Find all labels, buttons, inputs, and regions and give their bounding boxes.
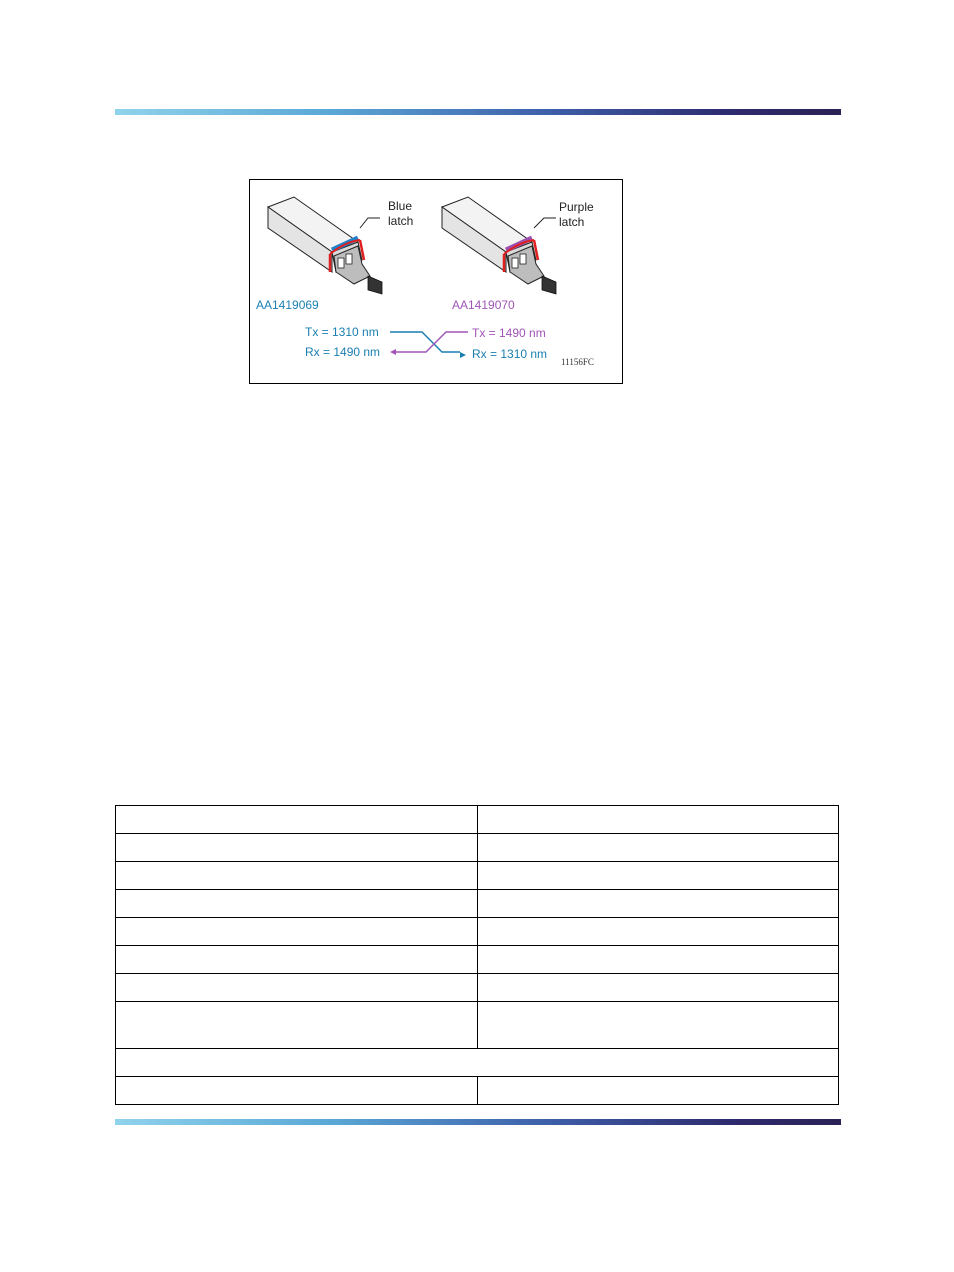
table-row — [116, 946, 839, 974]
header-rule — [115, 109, 841, 115]
table-section-row — [116, 1049, 839, 1077]
table-row — [116, 862, 839, 890]
right-sfp-module — [442, 197, 556, 294]
table-cell — [116, 806, 478, 834]
left-rx-label: Rx = 1490 nm — [305, 345, 381, 359]
table-row — [116, 974, 839, 1002]
table-cell — [478, 890, 839, 918]
table-row — [116, 890, 839, 918]
table-cell — [116, 974, 478, 1002]
table-cell — [478, 974, 839, 1002]
table-cell — [116, 1002, 478, 1049]
purple-latch-label-2: latch — [559, 215, 585, 229]
table-cell — [478, 806, 839, 834]
table-cell — [478, 946, 839, 974]
table-cell — [116, 890, 478, 918]
table-row — [116, 1077, 839, 1105]
sfp-figure — [249, 179, 623, 384]
table-cell — [116, 946, 478, 974]
tx-1490-arrowhead — [390, 349, 396, 355]
footer-rule — [115, 1119, 841, 1125]
table-row — [116, 806, 839, 834]
table-row — [116, 918, 839, 946]
figure-id: 11156FC — [561, 357, 594, 367]
table-cell — [478, 1077, 839, 1105]
blue-latch-label-2: latch — [388, 214, 414, 228]
table-cell — [478, 1002, 839, 1049]
table-cell — [116, 918, 478, 946]
table-section-cell — [116, 1049, 839, 1077]
left-tx-label: Tx = 1310 nm — [305, 325, 379, 339]
right-rx-label: Rx = 1310 nm — [472, 347, 548, 361]
spec-table — [115, 805, 839, 1105]
table-cell — [116, 834, 478, 862]
purple-latch-label-1: Purple — [559, 200, 594, 214]
right-part-number: AA1419070 — [452, 298, 515, 312]
table-row — [116, 834, 839, 862]
left-part-number: AA1419069 — [256, 298, 319, 312]
table-cell — [478, 862, 839, 890]
table-row — [116, 1002, 839, 1049]
table-cell — [116, 1077, 478, 1105]
table-cell — [116, 862, 478, 890]
table-cell — [478, 918, 839, 946]
blue-latch-label-1: Blue — [388, 199, 413, 213]
tx-1310-path — [390, 332, 460, 352]
tx-1310-arrowhead — [460, 352, 466, 358]
sfp-illustration — [250, 180, 622, 383]
table-cell — [478, 834, 839, 862]
left-sfp-module — [268, 197, 382, 294]
right-tx-label: Tx = 1490 nm — [472, 326, 546, 340]
